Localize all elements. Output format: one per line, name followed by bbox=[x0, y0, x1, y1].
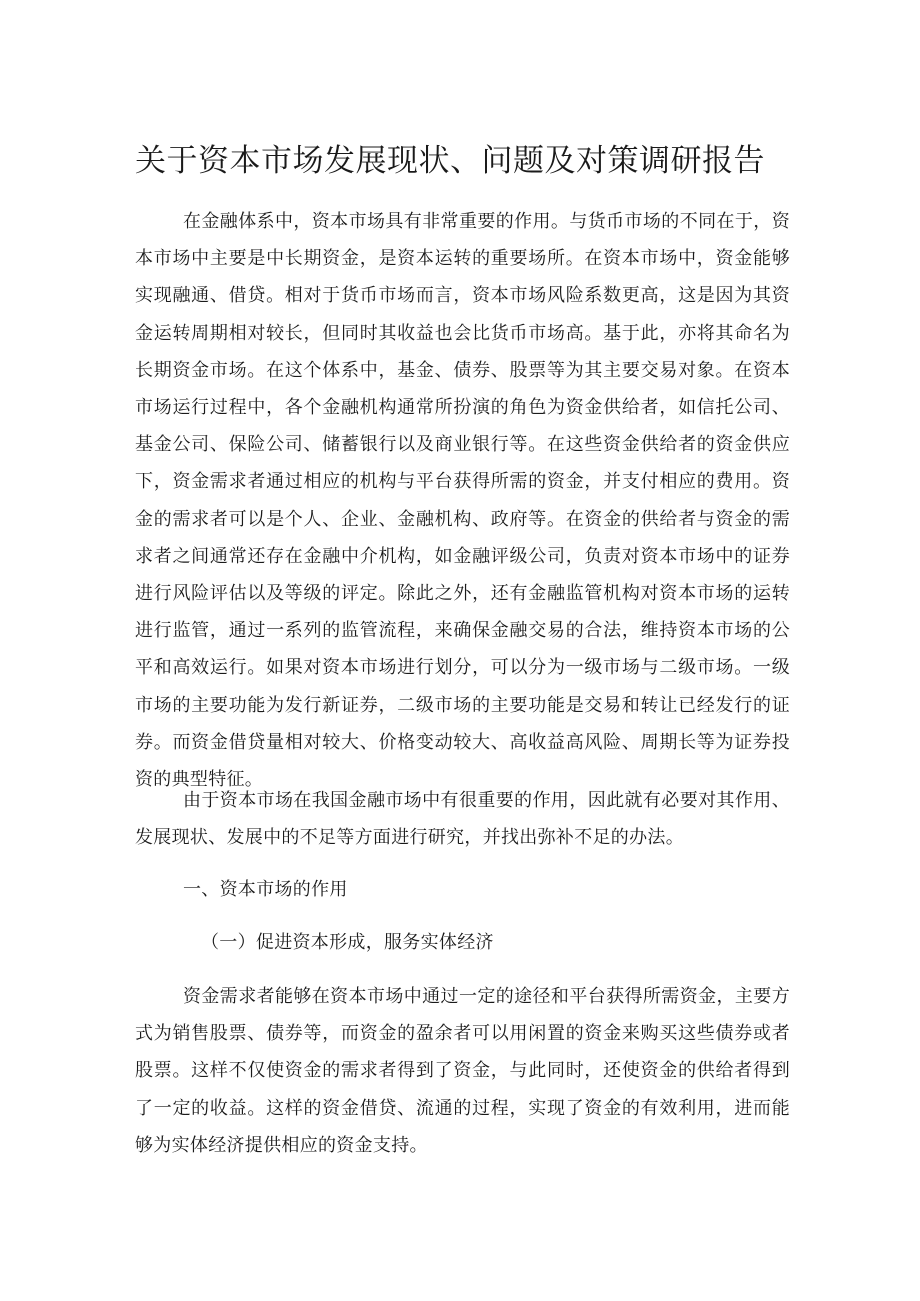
paragraph-research-purpose: 由于资本市场在我国金融市场中有很重要的作用，因此就有必要对其作用、发展现状、发展中的不足等方面进行研究，并找出弥补不足的办法。 bbox=[135, 790, 790, 849]
section-heading-role: 一、资本市场的作用 bbox=[183, 879, 348, 900]
subsection-heading-capital-formation: （一）促进资本形成，服务实体经济 bbox=[201, 932, 494, 953]
document-title: 关于资本市场发展现状、问题及对策调研报告 bbox=[135, 143, 765, 179]
paragraph-capital-formation: 资金需求者能够在资本市场中通过一定的途径和平台获得所需资金，主要方式为销售股票、债券等，而资金的盈余者可以用闲置的资金来购买这些债券或者股票。这样不仅使资金的需求者得到了资金，与此同时，还使资金的供给者得到了一定的收益。这样的资金借贷、流通的过程，实现了资金的有效利用，进而能够为实体经济提供相应的资金支持。 bbox=[135, 986, 790, 1156]
paragraph-intro: 在金融体系中，资本市场具有非常重要的作用。与货币市场的不同在于，资本市场中主要是中长期资金，是资本运转的重要场所。在资本市场中，资金能够实现融通、借贷。相对于货币市场而言，资本市场风险系数更高，这是因为其资金运转周期相对较长，但同时其收益也会比货币市场高。基于此，亦将其命名为长期资金市场。在这个体系中，基金、债券、股票等为其主要交易对象。在资本市场运行过程中，各个金融机构通常所扮演的角色为资金供给者，如信托公司、基金公司、保险公司、储蓄银行以及商业银行等。在这些资金供给者的资金供应下，资金需求者通过相应的机构与平台获得所需的资金，并支付相应的费用。资金的需求者可以是个人、企业、金融机构、政府等。在资金的供给者与资金的需求者之间通常还存在金融中介机构，如金融评级公司，负责对资本市场中的证券进行风险评估以及等级的评定。除此之外，还有金融监管机构对资本市场的运转进行监管，通过一系列的监管流程，来确保金融交易的合法，维持资本市场的公平和高效运行。如果对资本市场进行划分，可以分为一级市场与二级市场。一级市场的主要功能为发行新证券，二级市场的主要功能是交易和转让已经发行的证券。而资金借贷量相对较大、价格变动较大、高收益高风险、周期长等为证券投资的典型特征。 bbox=[135, 211, 790, 791]
